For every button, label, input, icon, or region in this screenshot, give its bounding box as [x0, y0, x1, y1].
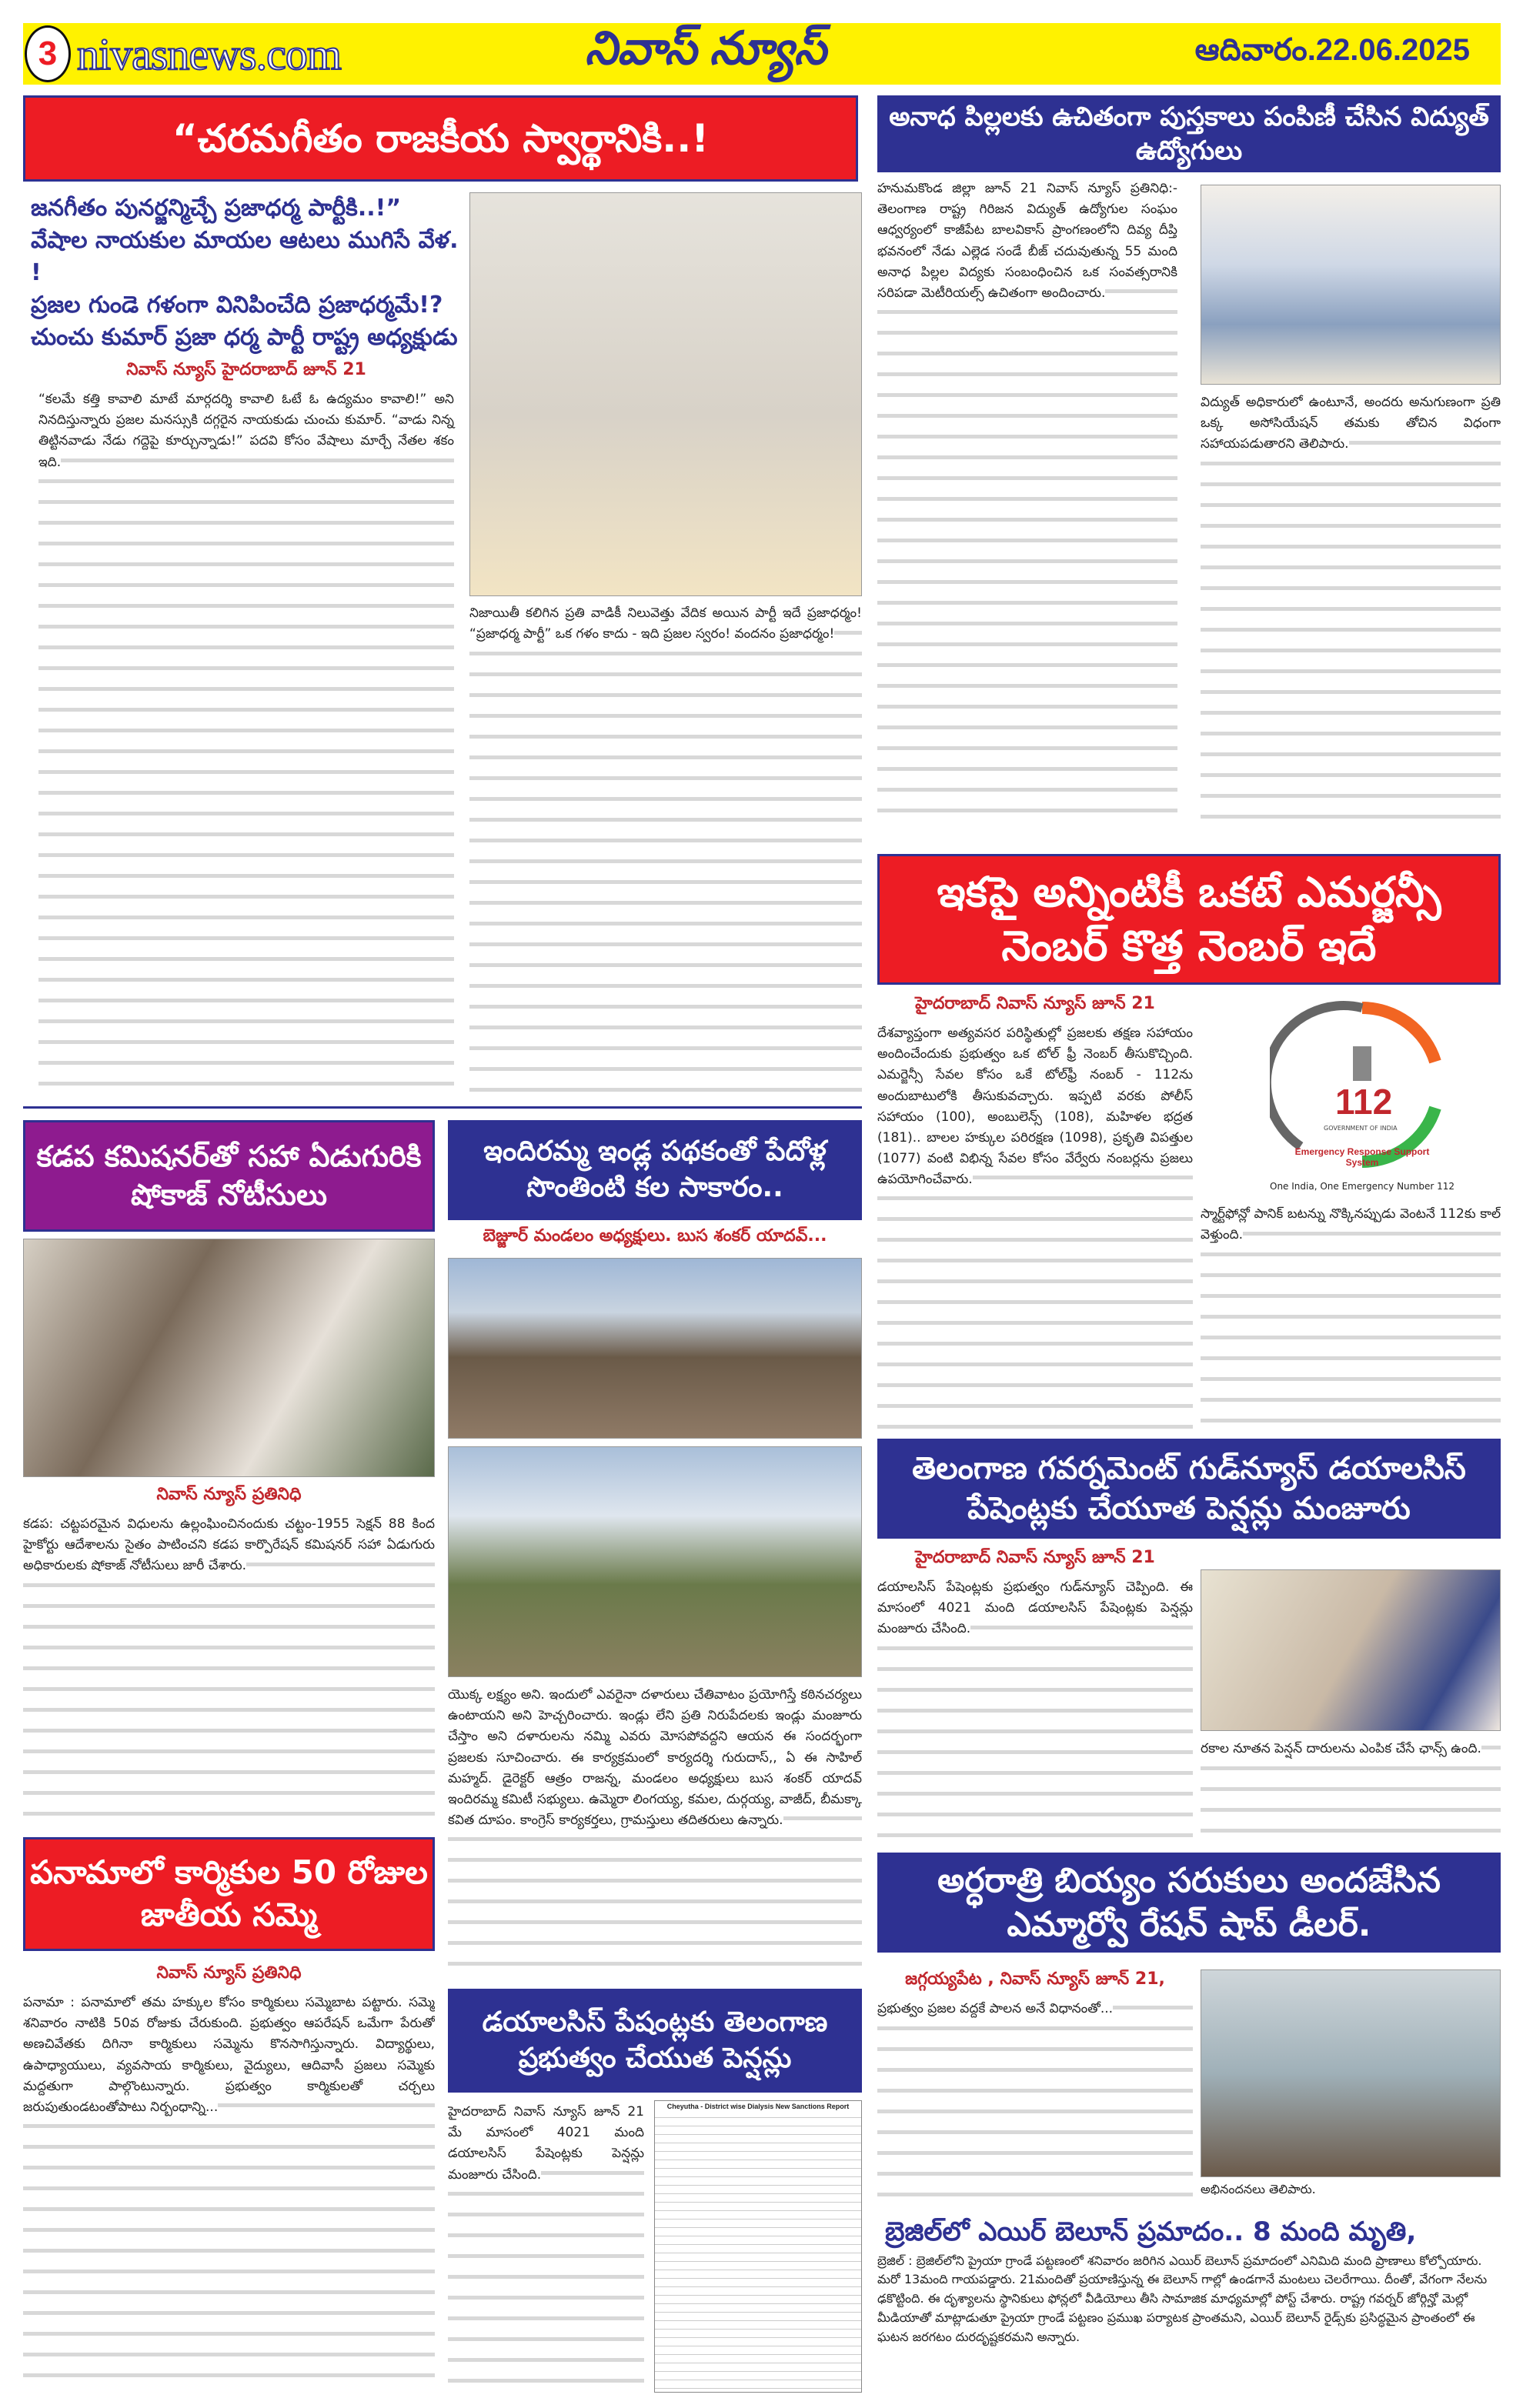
- lead-body-left: [31, 389, 462, 1096]
- brazil-body: బ్రెజిల్ : బ్రెజిల్‌లోని ప్రైయా గ్రాండే పట్టణంలో శనివారం జరిగిన ఎయిర్ బెలూన్ ప్రమాదంలో ఎనిమిది మంది ప్రాణాలు కోల్పోయారు. మరో 13మంది గాయపడ్డారు. 21మందితో ప్రయాణిస్తున్న ఈ బెలూన్ గాల్లో ఉండగానే మంటలు చెలరేగాయి. దీంతో, వేగంగా నేలను ఢకొట్టింది. ఈ దృశ్యాలను స్థానికులు ఫోన్లలో వీడియోలు తీసి సామాజిక మాధ్యమాల్లో పోస్ట్ చేశారు. రాష్ట్ర గవర్నర్ జోర్గిన్హో మెల్లో మీడియాతో మాట్లాడుతూ ప్రైయా గ్రాండే పట్టణం ప్రముఖ పర్యాటక ప్రాంతమని, ఎయిర్ బెలూన్ రైడ్స్‌కు ప్రసిద్ధమైన ప్రాంతంలో ఈ ఘటన జరగటం దురదృష్టకరమని అన్నారు.: [877, 2253, 1488, 2344]
- kadapa-headline: కడప కమిషనర్‌తో సహా ఏడుగురికి షోకాజ్ నోటీసులు: [23, 1120, 435, 1232]
- emergency-byline: హైదరాబాద్ నివాస్ న్యూస్ జూన్ 21: [915, 994, 1155, 1013]
- ration-photo: [1201, 1969, 1501, 2177]
- lead-subhead: ప్రజల గుండె గళంగా వినిపించేది ప్రజాధర్మమే!?: [31, 292, 443, 319]
- ration-headline: అర్ధరాత్రి బియ్యం సరుకులు అందజేసిన ఎమ్మార్వో రేషన్ షాప్ డీలర్.: [877, 1853, 1501, 1953]
- issue-date: ఆదివారం.22.06.2025: [1194, 32, 1470, 67]
- body-text: హనుమకొండ జిల్లా జూన్ 21 నివాస్ న్యూస్ ప్రతినిధి:- తెలంగాణ రాష్ట్ర గిరిజన విద్యుత్ ఉద్యోగుల సంఘం ఆధ్వర్యంలో కాజీపేట బాలవికాస్ ప్రాంగణంలోని దివ్య దీప్తి భవనంలో నేడు ఎల్లెడ సండే బీజ్ చదువుతున్న 55 మంది అనాధ పిల్లల విద్యకు సంబంధించిన ఒక సంవత్సరానికి సరిపడా మెటీరియల్స్ ఉచితంగా అందించారు.: [877, 181, 1177, 301]
- logo-ring-text: Emergency Response Support System: [1294, 1146, 1430, 1168]
- ration-body: [877, 1999, 1193, 2208]
- lead-left-column: [31, 192, 462, 1096]
- indiramma-subhead: బెజ్జూర్ మండలం అధ్యక్షులు. బుస శంకర్ యాదవ్...: [483, 1226, 827, 1246]
- kadapa-body: [23, 1514, 435, 1823]
- emergency-112-logo: [1270, 992, 1455, 1196]
- ration-caption: అభినందనలు తెలిపారు.: [1201, 2182, 1316, 2196]
- ration-text-column: [877, 1969, 1193, 2208]
- dialysis-headline: డయాలసిస్ పేషంట్లకు తెలంగాణ ప్రభుత్వం చేయుత పెన్షన్లు: [448, 1989, 862, 2093]
- body-text: ప్రభుత్వం ప్రజల వద్దకే పాలన అనే విధానంతో...: [877, 2001, 1114, 2016]
- body-text: విద్యుత్ అధికారులో ఉంటూనే, అందరు అనుగుణంగా ప్రతి ఒక్క అసోసియేషన్ తమకు తోచిన విధంగా సహాయపడుతారని తెలిపారు.: [1201, 395, 1501, 452]
- panama-byline: నివాస్ న్యూస్ ప్రతినిధి: [156, 1963, 302, 1983]
- panama-headline: పనామాలో కార్మికుల 50 రోజుల జాతీయ సమ్మె: [23, 1837, 435, 1951]
- dialysis-body: [448, 2102, 644, 2394]
- brazil-headline: బ్రెజిల్‌లో ఎయిర్ బెలూన్ ప్రమాదం.. 8 మంది మృతి,: [885, 2216, 1417, 2247]
- indiramma-photo-1: [448, 1258, 862, 1439]
- telangana-body: [877, 1577, 1193, 1840]
- page-number: 3: [25, 25, 71, 82]
- panama-body: [23, 1993, 435, 2394]
- orphans-body: [877, 178, 1177, 825]
- lead-body-right: [469, 603, 862, 1096]
- brand-logo: నివాస్ న్యూస్: [585, 22, 827, 74]
- telangana-body-2: [1201, 1739, 1501, 1839]
- body-text: హైదరాబాద్ నివాస్ న్యూస్ జూన్ 21 మే మాసంలో 4021 మంది డయాలసిస్ పేషెంట్లకు పెన్షన్లు మంజూరు చేసింది.: [448, 2104, 644, 2183]
- logo-gov: GOVERNMENT OF INDIA: [1324, 1125, 1398, 1132]
- body-text: డయాలసిస్ పేషెంట్లకు ప్రభుత్వం గుడ్‌న్యూస్ చెప్పింది. ఈ మాసంలో 4021 మంది డయాలసిస్ పేషెంట్లకు పెన్షన్లు మంజూరు చేసింది.: [877, 1579, 1193, 1637]
- body-text: రకాల నూతన పెన్షన్ దారులను ఎంపిక చేసే ఛాన్స్ ఉంది.: [1201, 1741, 1481, 1756]
- body-text: “కలమే కత్తి కావాలి మాటే మార్గదర్శి కావాలి ఓటే ఓ ఉద్యమం కావాలి!” అని నినదిస్తున్నారు ప్రజల మనస్సుకి దగ్గరైన నాయకుడు చుంచు కుమార్. “వాడు నిన్న తిట్టినవాడు నేడు గద్దెపై కూర్చున్నాడు!” పదవి కోసం వేషాలు మార్చే నేతల శకం ఇది.: [38, 392, 454, 470]
- emergency-headline: ఇకపై అన్నింటికీ ఒకటే ఎమర్జన్సీ నెంబర్ కొత్త నెంబర్ ఇదే: [877, 854, 1501, 985]
- lead-subheads: [31, 192, 462, 354]
- kadapa-text-column: [23, 1485, 435, 1823]
- lead-headline: “చరమగీతం రాజకీయ స్వార్థానికి..!: [23, 95, 858, 182]
- indiramma-photo-2: [448, 1446, 862, 1677]
- emergency-body-2: [1201, 1204, 1501, 1431]
- orphans-headline: అనాధ పిల్లలకు ఉచితంగా పుస్తకాలు పంపిణీ చేసిన విద్యుత్ ఉద్యోగులు: [877, 95, 1501, 172]
- panama-text-column: [23, 1963, 435, 2394]
- body-text: స్మార్ట్‌ఫోన్లో పానిక్ బటన్ను నొక్కినప్పుడు వెంటనే 112కు కాల్ వెళ్తుంది.: [1201, 1206, 1501, 1243]
- body-text: పనామా : పనామాలో తమ హక్కుల కోసం కార్మికులు సమ్మెబాట పట్టారు. సమ్మె శనివారం నాటికి 50వ రోజుకు చేరుకుంది. ప్రభుత్వం ఆపరేషన్ ఒమేగా పేరుతో అణచివేతకు దిగినా కార్మికులు సమ్మెను కొనసాగిస్తున్నారు. విద్యార్థులు, ఉపాధ్యాయులు, వ్యవసాయ కార్మికులు, వైద్యులు, ఆదివాసీ ప్రజలు సమ్మెకు మద్దతుగా పాల్గొంటున్నారు. ప్రభుత్వం కార్మికులతో చర్చలు జరుపుతుండటంతోపాటు నిర్బంధాన్ని...: [23, 1995, 435, 2115]
- report-title: Cheyutha - District wise Dialysis New Sanctions Report: [655, 2101, 861, 2112]
- logo-number: 112: [1335, 1082, 1393, 1122]
- site-name[interactable]: nivasnews.com: [77, 28, 341, 79]
- telangana-text-column: [877, 1548, 1193, 1840]
- body-text: యొక్క లక్ష్యం అని. ఇందులో ఎవరైనా దళారులు చేతివాటం ప్రయోగిస్తే కఠినచర్యలు ఉంటాయని అని హెచ్చరించారు. ఇండ్లు లేని ప్రతి నిరుపేదలకు ఇండ్లు మంజూరు చేస్తాం అని దళారులను నమ్మి ఎవరు మోసపోవద్దని ఆయన ఈ సందర్భంగా ప్రజలకు సూచించారు. ఈ కార్యక్రమంలో కార్యదర్శి గురుదాస్,, ఏ ఈ సాహిల్ మహ్మద్. డైరెక్టర్ ఆత్రం రాజన్న, మండలం అధ్యక్షులు బుస శంకర్ యాదవ్ ఇందిరమ్మ కమిటీ సభ్యులు. ఉమ్మెరా లింగయ్య, కమల, దుర్గయ్య, వాజీద్, బీమక్కా కవిత దూపం. కాంగ్రెస్ కార్యకర్తలు, గ్రామస్తులు తదితరులు ఉన్నారు.: [448, 1687, 862, 1829]
- brazil-article: [877, 2216, 1501, 2404]
- indiramma-headline: ఇందిరమ్మ ఇండ్ల పథకంతో పేదోళ్ల సొంతింటి కల సాకారం..: [448, 1120, 862, 1220]
- orphans-body-2: [1201, 392, 1501, 823]
- lead-photo: [469, 192, 862, 596]
- orphans-photo: [1201, 185, 1501, 385]
- body-text: నిజాయితీ కలిగిన ప్రతి వాడికీ నిలువెత్తు వేదిక అయిన పార్టీ ఇదే ప్రజాధర్మం! “ప్రజాధర్మ పార్టీ” ఒక గళం కాదు - ఇది ప్రజల స్వరం! వందనం ప్రజాధర్మం!: [469, 605, 862, 642]
- ration-byline: జగ్గయ్యపేట , నివాస్ న్యూస్ జూన్ 21,: [905, 1969, 1165, 1989]
- indiramma-body: [448, 1685, 862, 1981]
- section-divider: [23, 1106, 862, 1109]
- telangana-photo: [1201, 1569, 1501, 1731]
- telangana-headline: తెలంగాణ గవర్నమెంట్ గుడ్‌న్యూస్ డయాలసిస్ పేషెంట్లకు చేయూత పెన్షన్లు మంజూరు: [877, 1439, 1501, 1539]
- kadapa-photo: [23, 1239, 435, 1477]
- masthead: [23, 23, 1501, 85]
- lead-subhead: చుంచు కుమార్ ప్రజా ధర్మ పార్టీ రాష్ట్ర అధ్యక్షుడు: [31, 324, 458, 351]
- emergency-text-column: [877, 994, 1193, 1431]
- kadapa-byline: నివాస్ న్యూస్ ప్రతినిధి: [156, 1485, 302, 1504]
- lead-subhead: జనగీతం పునర్జన్మిచ్చే ప్రజాధర్మ పార్టీకి..!”: [31, 195, 402, 222]
- logo-tagline: One India, One Emergency Number 112: [1270, 1181, 1455, 1192]
- dialysis-report-table: [654, 2100, 862, 2393]
- telangana-byline: హైదరాబాద్ నివాస్ న్యూస్ జూన్ 21: [915, 1548, 1155, 1567]
- body-text: దేశవ్యాప్తంగా అత్యవసర పరిస్థితుల్లో ప్రజలకు తక్షణ సహాయం అందించేందుకు ప్రభుత్వం ఒక టోల్ ఫ్రీ నెంబర్ తీసుకొచ్చింది. ఎమర్జెన్సీ సేవల కోసం ఒకే టోల్‌ఫ్రీ నంబర్ - 112ను అందుబాటులోకి తీసుకువచ్చారు. ఇప్పటి వరకు పోలీస్ సహాయం (100), అంబులెన్స్ (108), మహిళల భద్రత (181).. బాలల హక్కుల పరిరక్షణ (1098), ప్రకృతి విపత్తుల (1077) వంటి విభిన్న సేవల కోసం వేర్వేరు నంబర్లను ప్రజలు ఉపయోగించేవారు.: [877, 1026, 1193, 1188]
- emergency-body: [877, 1023, 1193, 1431]
- body-text: కడప: చట్టపరమైన విధులను ఉల్లంఘించినందుకు చట్టం-1955 సెక్షన్ 88 కింద హైకోర్టు ఆదేశాలను సైతం పాటించని కడప కార్పొరేషన్ కమిషనర్ సహా ఏడుగురు అధికారులకు షోకాజ్ నోటీసులు జారీ చేశారు.: [23, 1516, 435, 1574]
- lead-subhead: వేషాల నాయకుల మాయల ఆటలు ముగిసే వేళ. !: [31, 227, 459, 286]
- lead-byline: నివాస్ న్యూస్ హైదరాబాద్ జూన్ 21: [126, 360, 366, 379]
